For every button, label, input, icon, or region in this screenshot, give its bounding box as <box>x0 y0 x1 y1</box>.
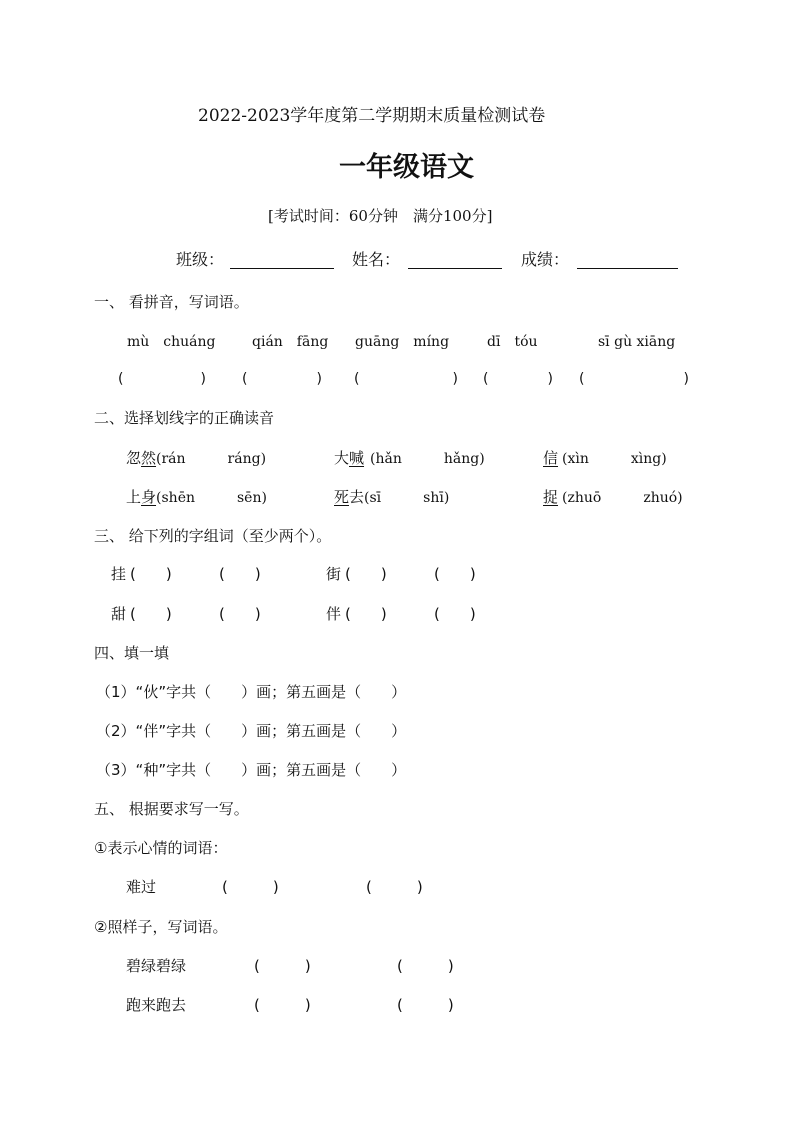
reading-options[interactable]: (xìn xìng) <box>562 451 667 467</box>
section2-title: 二、选择划线字的正确读音 <box>94 409 275 427</box>
underlined-char: 身 <box>141 488 157 506</box>
reading-options[interactable]: (zhuō zhuó) <box>562 490 683 506</box>
answer-blank[interactable]: ( ) <box>130 605 172 623</box>
answer-blank[interactable]: ( ) <box>254 957 311 975</box>
reading-options[interactable]: (hǎn hǎng) <box>370 451 485 467</box>
item-number: （3） <box>96 761 136 779</box>
item-text: 字共（ ）画；第五画是（ ） <box>166 761 407 779</box>
pinyin-1: mù chuáng <box>127 334 216 350</box>
answer-blank[interactable]: ( ) <box>434 605 476 623</box>
answer-blank[interactable]: ( ) <box>130 565 172 583</box>
word-item <box>334 451 485 466</box>
example-word: 跑来跑去 <box>126 996 187 1014</box>
section1-title: 一、 看拼音，写词语。 <box>94 293 249 311</box>
name-label: 姓名： <box>352 250 401 269</box>
exam-info: [考试时间：60分钟 满分100分] <box>268 207 493 225</box>
section4-title: 四、填一填 <box>94 644 170 662</box>
score-field[interactable] <box>577 268 678 269</box>
underlined-char: 喊 <box>349 449 365 467</box>
answer-blank[interactable]: ( ) <box>219 565 261 583</box>
item-text: 字共（ ）画；第五画是（ ） <box>166 683 407 701</box>
word-item <box>543 451 667 466</box>
reading-options[interactable]: (sī shī) <box>364 490 450 506</box>
subject-title: 一年级语文 <box>339 152 474 183</box>
item-number: （2） <box>96 722 136 740</box>
score-label: 成绩： <box>521 250 570 269</box>
word-char: 大 <box>334 449 350 467</box>
fill-item-1[interactable] <box>96 685 406 700</box>
pinyin-4: dī tóu <box>487 334 538 350</box>
word-item <box>126 451 266 466</box>
answer-blank[interactable]: ( ) <box>222 878 279 896</box>
item-number: （1） <box>96 683 136 701</box>
name-field[interactable] <box>408 268 502 269</box>
item-char: “伴” <box>135 722 167 740</box>
word-char: 忽 <box>126 449 142 467</box>
fill-item-3[interactable] <box>96 763 406 778</box>
underlined-char: 信 <box>543 449 559 467</box>
exam-title: 2022-2023学年度第二学期期末质量检测试卷 <box>198 106 546 126</box>
fill-item-2[interactable] <box>96 724 406 739</box>
pinyin-3: guāng míng <box>355 334 450 350</box>
base-char: 甜 <box>111 605 127 623</box>
reading-options[interactable]: (rán ráng) <box>156 451 267 467</box>
answer-blank[interactable]: ( ) <box>434 565 476 583</box>
sub1-title: ①表示心情的词语： <box>94 839 228 857</box>
answer-blank[interactable]: ( ) <box>254 996 311 1014</box>
sub2-title: ②照样子，写词语。 <box>94 918 228 936</box>
word-char: 上 <box>126 488 142 506</box>
section3-title: 三、 给下列的字组词（至少两个）。 <box>94 527 332 545</box>
underlined-char: 死 <box>334 488 350 506</box>
example-word: 碧绿碧绿 <box>126 957 187 975</box>
answer-blank[interactable]: ( ) <box>397 996 454 1014</box>
word-char: 去 <box>349 488 365 506</box>
answer-blank[interactable]: ( ) <box>345 565 387 583</box>
class-label: 班级： <box>176 250 225 269</box>
class-field[interactable] <box>230 268 334 269</box>
answer-blank[interactable]: ( ) <box>345 605 387 623</box>
underlined-char: 然 <box>141 449 157 467</box>
word-item <box>543 490 683 505</box>
example-word: 难过 <box>126 878 157 896</box>
word-item <box>334 490 449 505</box>
base-char: 挂 <box>111 565 127 583</box>
underlined-char: 捉 <box>543 488 559 506</box>
base-char: 街 <box>326 565 342 583</box>
item-text: 字共（ ）画；第五画是（ ） <box>166 722 407 740</box>
answer-blank[interactable]: ( ) <box>219 605 261 623</box>
reading-options[interactable]: (shēn sēn) <box>156 490 267 506</box>
section5-title: 五、 根据要求写一写。 <box>94 800 249 818</box>
item-char: “种” <box>135 761 167 779</box>
base-char: 伴 <box>326 605 342 623</box>
answer-blank[interactable]: ( ) <box>366 878 423 896</box>
word-item <box>126 490 267 505</box>
item-char: “伙” <box>135 683 167 701</box>
pinyin-5: sī gù xiāng <box>598 334 676 350</box>
answer-blank[interactable]: ( ) <box>397 957 454 975</box>
pinyin-2: qián fāng <box>252 334 329 350</box>
